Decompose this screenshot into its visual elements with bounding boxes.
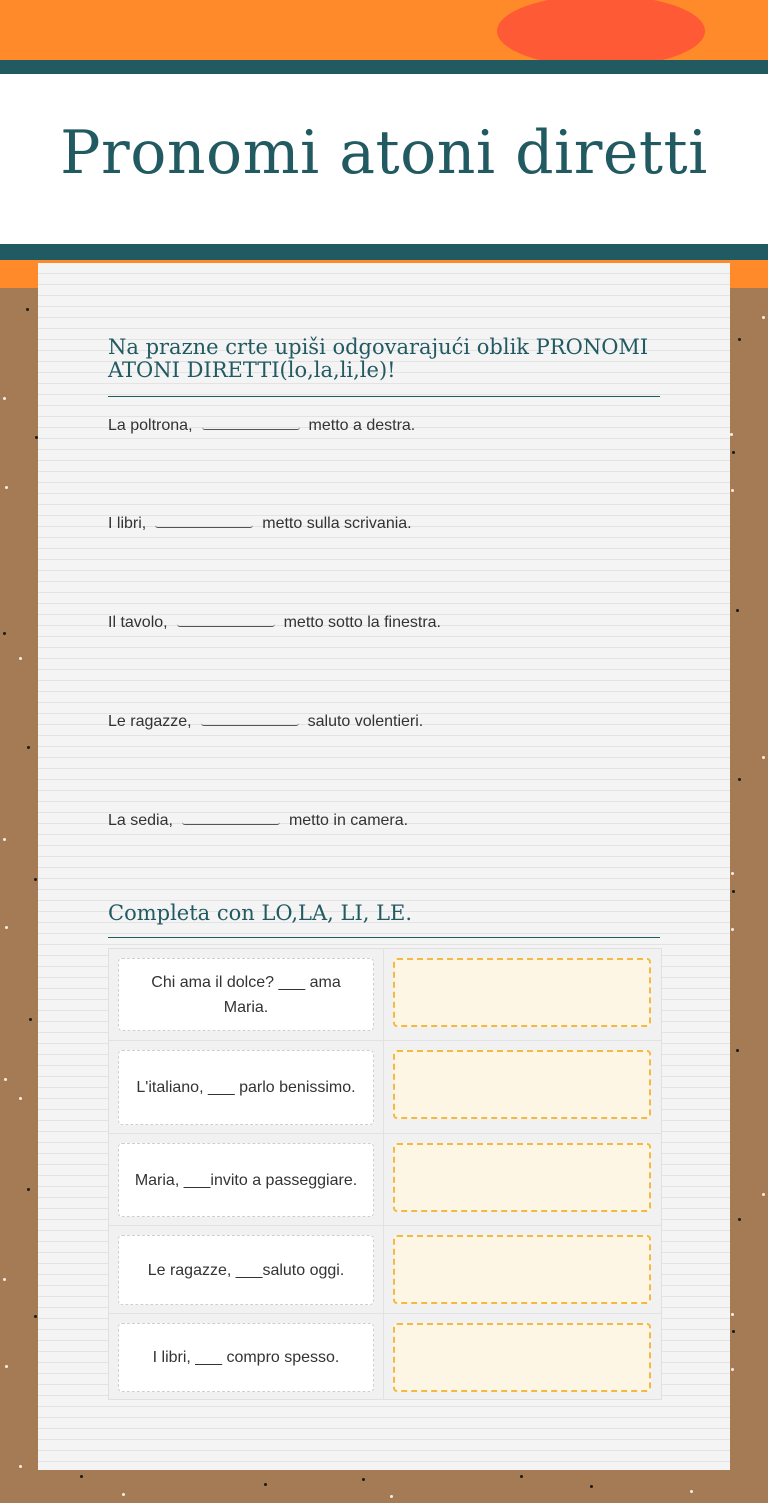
sun-decoration [497,0,705,60]
sentence-2-after: metto sulla scrivania. [262,515,412,532]
sentence-5-after: metto in camera. [288,812,409,829]
sentence-3-after: metto sotto la finestra. [283,614,441,631]
blank-input-4[interactable] [201,707,299,726]
blank-input-2[interactable] [155,509,253,528]
header-teal-stripe [0,60,768,74]
draggable-card-1[interactable]: Chi ama il dolce? ___ ama Maria. [118,958,374,1031]
sentence-4-after: saluto volentieri. [307,713,424,730]
sentence-1 [108,411,415,435]
header-orange-band [0,0,768,60]
blank-input-1[interactable] [202,411,300,430]
draggable-card-2[interactable]: L'italiano, ___ parlo benissimo. [118,1050,374,1125]
match-row-4 [109,1225,661,1314]
match-row-2 [109,1040,661,1134]
section1-heading: Na prazne crte upiši odgovarajući oblik PRONOMI ATONI DIRETTI(lo,la,li,le)! [108,335,649,382]
blank-input-3[interactable] [177,608,275,627]
sentence-1-before: La poltrona, [108,417,193,434]
sentence-3-before: Il tavolo, [108,614,168,631]
sentence-2-before: I libri, [108,515,147,532]
sentence-4 [108,707,423,731]
section2-divider [108,937,660,938]
draggable-card-3[interactable]: Maria, ___invito a passeggiare. [118,1143,374,1217]
draggable-card-4[interactable]: Le ragazze, ___saluto oggi. [118,1235,374,1305]
sentence-5 [108,806,408,830]
header-teal-stripe-bottom [0,244,768,260]
drop-zone-2[interactable] [393,1050,651,1119]
section1-divider [108,396,660,397]
sentence-3 [108,608,441,632]
blank-input-5[interactable] [182,806,280,825]
sentence-4-before: Le ragazze, [108,713,192,730]
draggable-card-5[interactable]: I libri, ___ compro spesso. [118,1323,374,1392]
sentence-5-before: La sedia, [108,812,173,829]
section2-heading: Completa con LO,LA, LI, LE. [108,901,413,925]
matching-table [108,948,662,1400]
drop-zone-3[interactable] [393,1143,651,1212]
match-row-5 [109,1313,661,1400]
match-row-1 [109,949,661,1040]
sentence-2 [108,509,412,533]
drop-zone-5[interactable] [393,1323,651,1392]
page-title: Pronomi atoni diretti [60,118,708,188]
match-row-3 [109,1133,661,1226]
drop-zone-4[interactable] [393,1235,651,1304]
drop-zone-1[interactable] [393,958,651,1027]
sentence-1-after: metto a destra. [308,417,416,434]
